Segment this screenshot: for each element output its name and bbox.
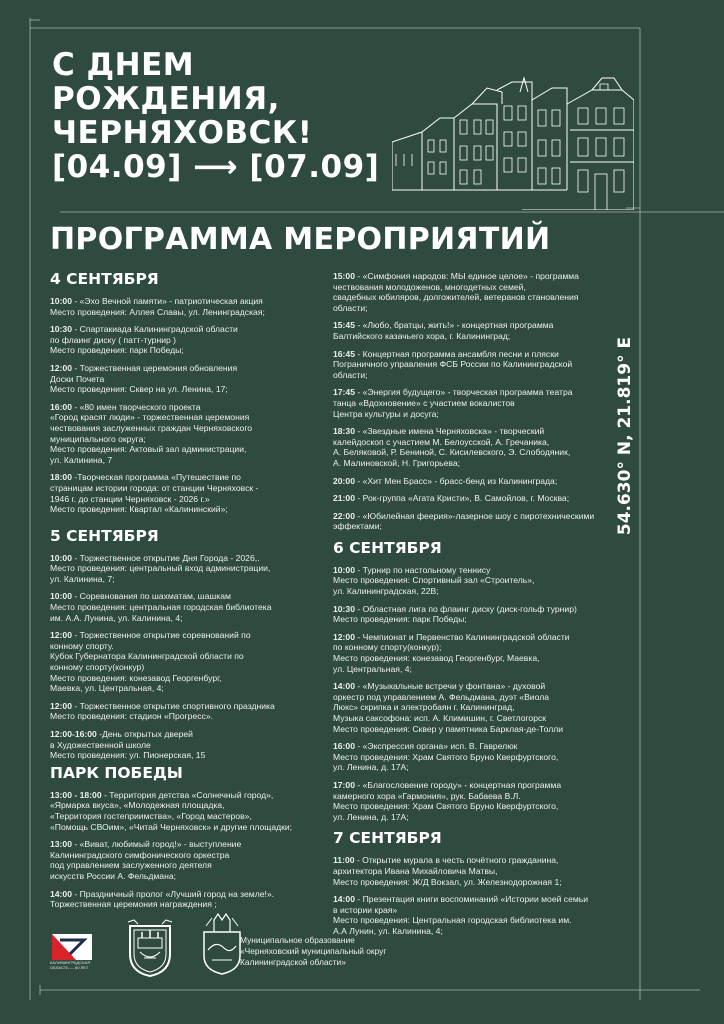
event-item — [50, 324, 322, 356]
event-text: - Спартакиада Калининградской области — [74, 324, 238, 335]
event-item — [50, 402, 322, 466]
event-line — [50, 850, 322, 861]
event-text: «Ярмарка вкуса», «Молодежная площадка, — [50, 800, 225, 811]
event-text: под управлением заслуженного деятеля — [50, 860, 212, 871]
event-line — [333, 511, 618, 522]
event-time: 18:30 — [333, 426, 355, 437]
event-line — [333, 437, 618, 448]
event-item — [50, 839, 322, 881]
event-line — [50, 384, 322, 395]
event-line — [50, 740, 322, 751]
event-list — [50, 553, 322, 761]
event-line — [50, 296, 322, 307]
event-item — [50, 889, 322, 910]
event-time: 22:00 — [333, 510, 355, 521]
event-time: 12:00 — [50, 630, 72, 641]
event-text: «Территория гостеприимства», «Город мастеров», — [50, 810, 252, 821]
event-text: танца «Вдохновение» с участием вокалистов — [333, 397, 515, 408]
event-text: - Презентация книги воспоминаний «Истории моей семьи — [357, 894, 589, 905]
program-heading: ПРОГРАММА МЕРОПРИЯТИЙ — [50, 222, 551, 257]
event-text: - «Любо, братцы, жить!» - концертная программа — [357, 320, 554, 331]
event-item — [333, 476, 618, 487]
event-text: им. А.А. Лунина, ул. Калинина, 4; — [50, 612, 183, 623]
event-text: Место проведения: стадион «Прогресс». — [50, 711, 213, 722]
event-line — [333, 426, 618, 437]
event-text: области; — [333, 302, 368, 313]
left-column — [50, 270, 322, 917]
event-text: Место проведения: Спортивный зал «Строитель», — [333, 575, 535, 586]
event-line — [50, 889, 322, 900]
event-line — [50, 335, 322, 346]
event-text: конному спорту. — [50, 640, 114, 651]
event-line — [50, 412, 322, 423]
event-line — [50, 402, 322, 413]
footer — [50, 908, 610, 978]
event-text: области; — [333, 369, 368, 380]
event-time: 17:45 — [333, 387, 355, 398]
event-list — [50, 296, 322, 515]
event-text: конному спорту(конкур) — [50, 662, 145, 673]
event-line — [333, 614, 618, 625]
event-text: в Художественной школе — [50, 739, 151, 750]
event-time: 12:00 — [50, 362, 72, 373]
event-item — [333, 681, 618, 734]
event-line — [50, 374, 322, 385]
event-text: - Торжественное открытие Дня Города - 2026,. — [74, 552, 260, 563]
event-line — [50, 630, 322, 641]
event-time: 13:00 — [50, 839, 72, 850]
event-time: 16:00 — [333, 741, 355, 752]
event-line — [50, 860, 322, 871]
event-time: 18:00 — [50, 472, 72, 483]
event-line — [50, 363, 322, 374]
event-line — [50, 563, 322, 574]
event-text: Торжественная церемония награждения ; — [50, 899, 217, 910]
event-text: ул. Калинина, 7 — [50, 454, 113, 465]
event-item — [333, 271, 618, 313]
event-list — [333, 271, 618, 532]
event-line — [333, 575, 618, 586]
event-line — [333, 409, 618, 420]
event-text: чествования заслуженных граждан Черняховского — [50, 422, 253, 433]
event-text: - «Виват, любимый город!» - выступление — [74, 839, 242, 850]
event-item — [50, 790, 322, 832]
event-text: - Территория детства «Солнечный город», — [104, 789, 274, 800]
event-item — [50, 472, 322, 514]
event-time: 15:00 — [333, 271, 355, 281]
event-line — [50, 662, 322, 673]
event-item — [333, 604, 618, 625]
event-line — [333, 681, 618, 692]
event-text: «Город красят люди» - торжественная церемония — [50, 412, 250, 423]
event-text: Место проведения: Ж/Д Вокзал, ул. Железнодорожная 1; — [333, 876, 562, 887]
event-text: - Концертная программа ансамбля песни и пляски — [357, 348, 559, 359]
event-text: - «Энергия будущего» - творческая программа театра — [357, 387, 573, 398]
event-time: 10:30 — [50, 324, 72, 335]
event-text: 1946 г. до станции Черняховск - 2026 г.» — [50, 493, 210, 504]
page-title — [52, 48, 392, 184]
title-line: С ДНЕМ — [52, 47, 195, 83]
event-text: - Областная лига по флаинг диску (диск-гольф турнир) — [357, 603, 577, 614]
day-heading-park: ПАРК ПОБЕДЫ — [50, 763, 183, 782]
event-line — [333, 877, 618, 888]
event-item — [50, 591, 322, 623]
event-line — [333, 724, 618, 735]
event-text: Балтийского казачьего хора, г. Калининград; — [333, 330, 511, 341]
event-line — [50, 345, 322, 356]
event-line — [333, 642, 618, 653]
event-line — [333, 387, 618, 398]
event-line — [50, 701, 322, 712]
event-line — [50, 750, 322, 761]
event-text: Место проведения: Квартал «Калининский»; — [50, 504, 228, 515]
event-text: - «Эхо Вечной памяти» - патриотическая акция — [74, 296, 263, 306]
event-line — [333, 447, 618, 458]
event-line — [50, 711, 322, 722]
event-text: Место проведения: парк Победы; — [50, 345, 184, 356]
event-line — [333, 713, 618, 724]
event-item — [50, 630, 322, 694]
day-heading-sep6: 6 СЕНТЯБРЯ — [333, 538, 442, 557]
event-time: 12:00 — [333, 631, 355, 642]
event-line — [333, 762, 618, 773]
event-line — [50, 591, 322, 602]
event-line — [333, 791, 618, 802]
event-line — [333, 271, 618, 282]
event-time: 16:45 — [333, 348, 355, 359]
event-list — [333, 565, 618, 822]
event-line — [333, 398, 618, 409]
event-line — [50, 729, 322, 740]
event-text: Место проведения: конезавод Георгенбург, Маевка, — [333, 653, 540, 664]
event-text: - «80 имен творческого проекта — [74, 401, 201, 412]
event-text: Место проведения: центральная городская библиотека — [50, 602, 272, 613]
event-text: Место проведения: центральный вход администрации, — [50, 563, 271, 574]
event-text: искусств России А. Фельдмана; — [50, 870, 176, 881]
event-line — [333, 664, 618, 675]
event-item — [50, 701, 322, 722]
event-item — [333, 320, 618, 341]
event-line — [50, 483, 322, 494]
event-line — [50, 613, 322, 624]
event-text: - «Симфония народов: МЫ единое целое» - программа — [357, 271, 579, 281]
event-text: ул. Калининградская, 22В; — [333, 586, 439, 597]
event-line — [333, 359, 618, 370]
event-text: муниципального округа; — [50, 433, 146, 444]
event-line — [333, 586, 618, 597]
event-time: 14:00 — [333, 681, 355, 692]
event-text: Место проведения: Аллея Славы, ул. Ленинградская; — [50, 306, 265, 317]
event-line — [50, 455, 322, 466]
event-text: «Помощь СВОим», «Читай Черняховск» и другие площадки; — [50, 821, 293, 832]
event-item — [333, 565, 618, 597]
event-text: архитектора Ивана Михайловича Матвы, — [333, 865, 498, 876]
event-line — [333, 370, 618, 381]
event-text: А.А Лунин, ул. Калинина, 4; — [333, 925, 443, 936]
event-line — [50, 651, 322, 662]
title-dates: [04.09] ⟶ [07.09] — [52, 149, 380, 185]
event-line — [333, 801, 618, 812]
event-text: - Открытие мурала в честь почётного гражданина, — [356, 855, 559, 866]
event-text: А. Малиновской, Н. Григорьева; — [333, 457, 460, 468]
event-line — [333, 855, 618, 866]
event-text: Место проведения: ул. Пионерская, 15 — [50, 750, 206, 761]
event-text: Люкс» скрипка и электробаян г. Калининград, — [333, 702, 515, 713]
event-item — [333, 426, 618, 468]
event-text: - Соревнования по шахматам, шашкам — [74, 591, 231, 602]
event-text: Место проведения: конезавод Георгенбург, — [50, 672, 222, 683]
event-item — [50, 553, 322, 585]
event-item — [333, 511, 618, 532]
event-time: 14:00 — [333, 894, 355, 905]
event-line — [50, 822, 322, 833]
event-text: ул. Ленина, д. 17А; — [333, 811, 409, 822]
municipal-text: Муниципальное образование «Черняховский муниципальный округ Калининградской области» — [240, 935, 387, 967]
event-line — [333, 632, 618, 643]
event-line — [333, 565, 618, 576]
event-text: Музыка саксофона: исп. А. Климишин, г. Светлогорск — [333, 713, 547, 723]
event-text: Место проведения: Храм Святого Бруно Кверфуртского, — [333, 751, 559, 762]
coordinates-label: 54.630° N, 21.819° E — [615, 336, 635, 536]
event-line — [333, 282, 618, 293]
event-line — [50, 504, 322, 515]
event-line — [333, 320, 618, 331]
event-line — [50, 641, 322, 652]
event-line — [50, 800, 322, 811]
event-line — [333, 458, 618, 469]
event-line — [333, 812, 618, 823]
event-text: - Торжественная церемония обновления — [74, 362, 238, 373]
event-line — [333, 866, 618, 877]
event-line — [50, 472, 322, 483]
event-line — [333, 604, 618, 615]
event-item — [333, 741, 618, 773]
event-text: ул. Центральная, 4; — [333, 663, 412, 674]
event-text: калейдоскоп с участием М. Белоусской, А. Гречаника, — [333, 436, 550, 447]
event-line — [333, 521, 618, 532]
event-line — [333, 292, 618, 303]
event-text: - «Юбилейная феерия»-лазерное шоу с пиротехническими — [357, 510, 595, 521]
event-line — [333, 349, 618, 360]
event-line — [333, 331, 618, 342]
event-text: - Чемпионат и Первенство Калининградской области — [357, 631, 570, 642]
event-time: 14:00 — [50, 888, 72, 899]
event-line — [50, 839, 322, 850]
event-list — [50, 790, 322, 910]
event-text: - «Экспрессия органа» исп. В. Гаврелюк — [357, 741, 518, 752]
event-text: чествования молодоженов, многодетных семей, — [333, 281, 526, 292]
event-line — [50, 324, 322, 335]
event-line — [50, 494, 322, 505]
event-text: Доски Почета — [50, 373, 105, 384]
event-line — [50, 434, 322, 445]
event-text: Место проведения: Актовый зал администрации, — [50, 444, 247, 455]
event-text: Место проведения: Центральная городская библиотека им. — [333, 915, 572, 926]
event-line — [50, 673, 322, 684]
event-text: в истории края» — [333, 904, 398, 915]
event-text: - «Благословение городу» - концертная программа — [357, 779, 562, 790]
region-logo-caption: КАЛИНИНГРАДСКАЯ ОБЛАСТЬ — 80 ЛЕТ — [50, 960, 91, 970]
city-emblem-icon — [124, 918, 176, 978]
event-text: - Рок-группа «Агата Кристи», В. Самойлов, г. Москва; — [357, 493, 570, 504]
event-text: по флаинг диску ( патт-турнир ) — [50, 334, 177, 345]
event-time: 10:00 — [50, 552, 72, 563]
event-text: - Праздничный пролог «Лучший город на земле!». — [74, 888, 275, 899]
event-text: Место проведения: Сквер на ул. Ленина, 17; — [50, 384, 228, 395]
event-line — [50, 574, 322, 585]
event-time: 17:00 — [333, 779, 355, 790]
event-time: 12:00 — [50, 700, 72, 711]
building-sketch-icon — [392, 70, 634, 210]
coat-of-arms-icon — [200, 910, 244, 976]
event-text: - «Музыкальные встречи у фонтана» - духовой — [357, 681, 546, 692]
event-line — [50, 602, 322, 613]
event-line — [333, 780, 618, 791]
event-item — [50, 729, 322, 761]
event-time: 10:00 — [333, 564, 355, 575]
event-text: Место проведения: парк Победы; — [333, 614, 467, 625]
event-text: Место проведения: Храм Святого Бруно Кверфуртского, — [333, 801, 559, 812]
event-time: 10:00 — [50, 296, 72, 306]
event-line — [333, 493, 618, 504]
event-item — [333, 855, 618, 887]
event-item — [333, 349, 618, 381]
day-heading-sep7: 7 СЕНТЯБРЯ — [333, 829, 442, 848]
event-text: страницам истории города: от станции Черняховск - — [50, 482, 259, 493]
event-line — [333, 752, 618, 763]
event-line — [50, 790, 322, 801]
event-text: свадебных юбиляров, долгожителей, ветеранов становления — [333, 292, 579, 303]
event-time: 16:00 — [50, 401, 72, 412]
event-line — [333, 692, 618, 703]
event-line — [50, 444, 322, 455]
event-item — [333, 387, 618, 419]
event-text: - Торжественное открытие спортивного праздника — [74, 700, 275, 711]
event-line — [50, 811, 322, 822]
event-time: 11:00 — [333, 855, 355, 866]
right-column — [333, 271, 618, 944]
day-heading-sep4: 4 СЕНТЯБРЯ — [50, 270, 159, 288]
event-time: 13:00 - 18:00 — [50, 789, 102, 800]
event-text: Пограничного управления ФСБ России по Калининградской — [333, 359, 573, 370]
event-text: по конному спорту(конкур); — [333, 642, 442, 653]
title-line: ЧЕРНЯХОВСК! — [52, 115, 313, 151]
event-time: 10:30 — [333, 603, 355, 614]
event-time: 20:00 — [333, 475, 355, 486]
event-text: оркестр под управлением А. Фельдмана, дуэт «Виола — [333, 691, 549, 702]
event-text: Место проведения: Сквер у памятника Барклая-де-Толли — [333, 723, 564, 734]
event-line — [50, 871, 322, 882]
event-line — [333, 702, 618, 713]
event-text: -День открытых дверей — [99, 729, 193, 739]
event-item — [50, 363, 322, 395]
event-text: - Турнир по настольному теннису — [357, 564, 491, 575]
event-time: 21:00 — [333, 493, 355, 504]
event-text: - Торжественное открытие соревнований по — [74, 630, 251, 641]
event-text: Кубок Губернатора Калининградской области по — [50, 651, 244, 662]
event-item — [50, 296, 322, 317]
event-item — [333, 780, 618, 822]
event-text: -Творческая программа «Путешествие по — [74, 472, 241, 483]
event-line — [50, 553, 322, 564]
event-line — [50, 683, 322, 694]
event-line — [333, 303, 618, 314]
event-text: - «Хит Мен Брасс» - брасс-бенд из Калининграда; — [357, 475, 558, 486]
event-line — [50, 423, 322, 434]
event-text: А. Беляковой, Р. Бениной, С. Кисилевского, Э. Слободяник, — [333, 447, 571, 458]
event-line — [50, 307, 322, 318]
event-time: 15:45 — [333, 320, 355, 331]
event-time: 12:00-16:00 — [50, 729, 97, 739]
event-text: эффектами; — [333, 521, 382, 532]
day-heading-sep5: 5 СЕНТЯБРЯ — [50, 526, 159, 545]
event-text: Калининградского симфонического оркестра — [50, 849, 230, 860]
title-line: РОЖДЕНИЯ, — [52, 81, 280, 117]
event-line — [333, 741, 618, 752]
event-line — [333, 476, 618, 487]
event-text: ул. Калинина, 7; — [50, 573, 115, 584]
event-time: 10:00 — [50, 591, 72, 602]
event-line — [333, 653, 618, 664]
event-text: камерного хора «Гармония», рук. Бабаева В.Л. — [333, 790, 521, 801]
event-text: - «Звездные имена Черняховска» - творческий — [357, 426, 545, 437]
event-text: Центра культуры и досуга; — [333, 408, 439, 419]
event-text: Маевка, ул. Центральная, 4; — [50, 683, 164, 694]
event-item — [333, 493, 618, 504]
event-text: ул. Ленина, д. 17А; — [333, 762, 409, 773]
event-item — [333, 632, 618, 674]
event-line — [333, 894, 618, 905]
